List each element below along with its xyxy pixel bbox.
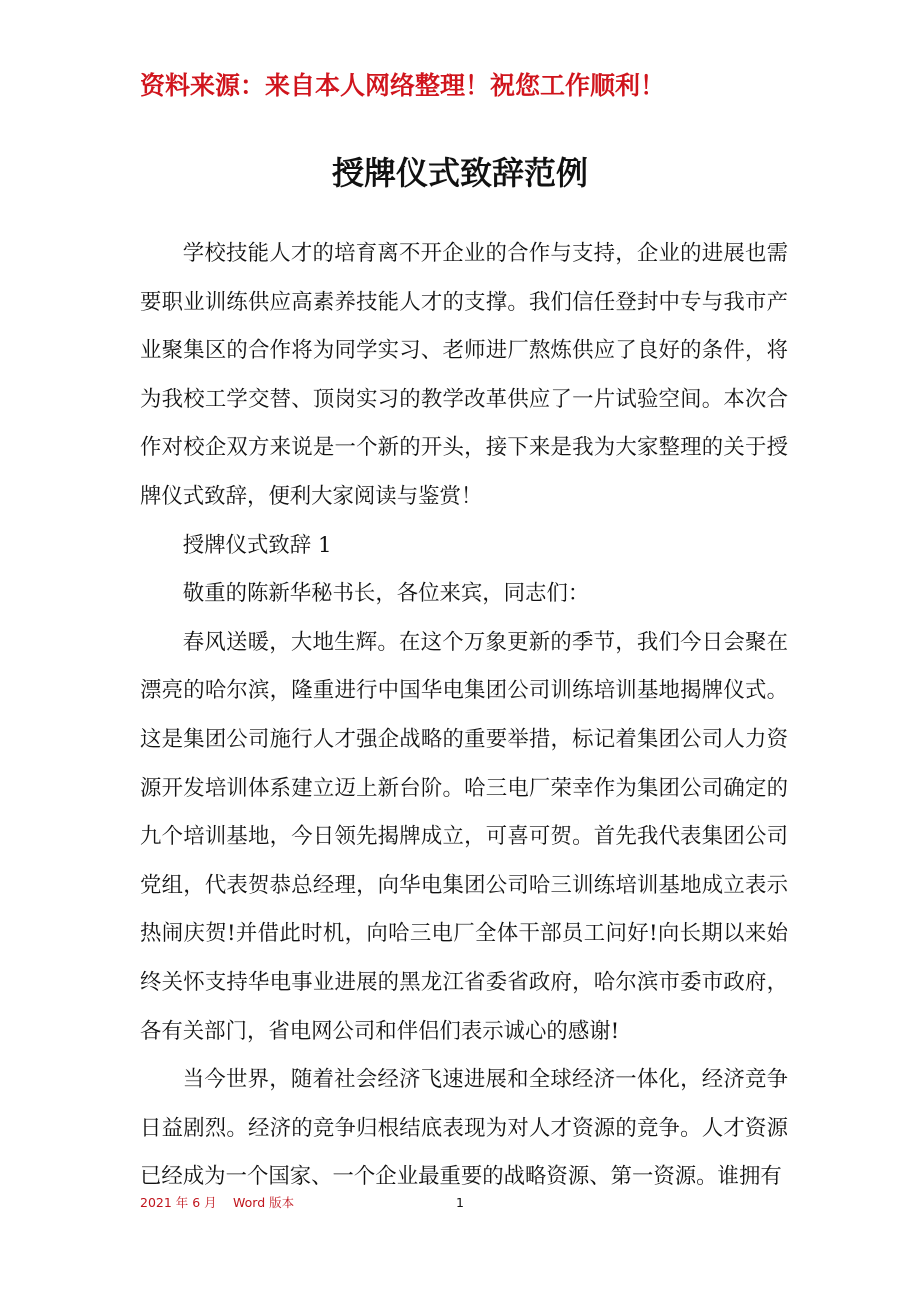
- intro-paragraph: 学校技能人才的培育离不开企业的合作与支持，企业的进展也需要职业训练供应高素养技能人才的支撑。我们信任登封中专与我市产业聚集区的合作将为同学实习、老师进厂熬炼供应了良好的条件，将为我校工学交替、顶岗实习的教学改革供应了一片试验空间。本次合作对校企双方来说是一个新的开头，接下来是我为大家整理的关于授牌仪式致辞，便利大家阅读与鉴赏！: [140, 241, 788, 509]
- salutation-paragraph: 敬重的陈新华秘书长，各位来宾，同志们：: [182, 581, 590, 607]
- footer-date: 2021 年 6 月: [140, 1195, 217, 1210]
- document-title: 授牌仪式致辞范例: [331, 154, 588, 192]
- page-number: 1: [456, 1195, 464, 1210]
- source-banner: 资料来源：来自本人网络整理！祝您工作顺利！: [140, 71, 666, 100]
- section-heading: 授牌仪式致辞 1: [182, 532, 332, 558]
- body-paragraph: 当今世界，随着社会经济飞速进展和全球经济一体化，经济竞争日益剧烈。经济的竞争归根结底表现为对人才资源的竞争。人才资源已经成为一个国家、一个企业最重要的战略资源、第一资源。谁拥有: [140, 1067, 788, 1190]
- footer-version: Word 版本: [233, 1195, 295, 1210]
- page-footer: [140, 1193, 780, 1213]
- document-body: [140, 230, 788, 1202]
- body-paragraph: 春风送暖，大地生辉。在这个万象更新的季节，我们今日会聚在漂亮的哈尔滨，隆重进行中国华电集团公司训练培训基地揭牌仪式。这是集团公司施行人才强企战略的重要举措，标记着集团公司人力资源开发培训体系建立迈上新台阶。哈三电厂荣幸作为集团公司确定的九个培训基地，今日领先揭牌成立，可喜可贺。首先我代表集团公司党组，代表贺恭总经理，向华电集团公司哈三训练培训基地成立表示热闹庆贺!并借此时机，向哈三电厂全体干部员工问好!向长期以来始终关怀支持华电事业进展的黑龙江省委省政府，哈尔滨市委市政府，各有关部门，省电网公司和伴侣们表示诚心的感谢!: [140, 629, 788, 1044]
